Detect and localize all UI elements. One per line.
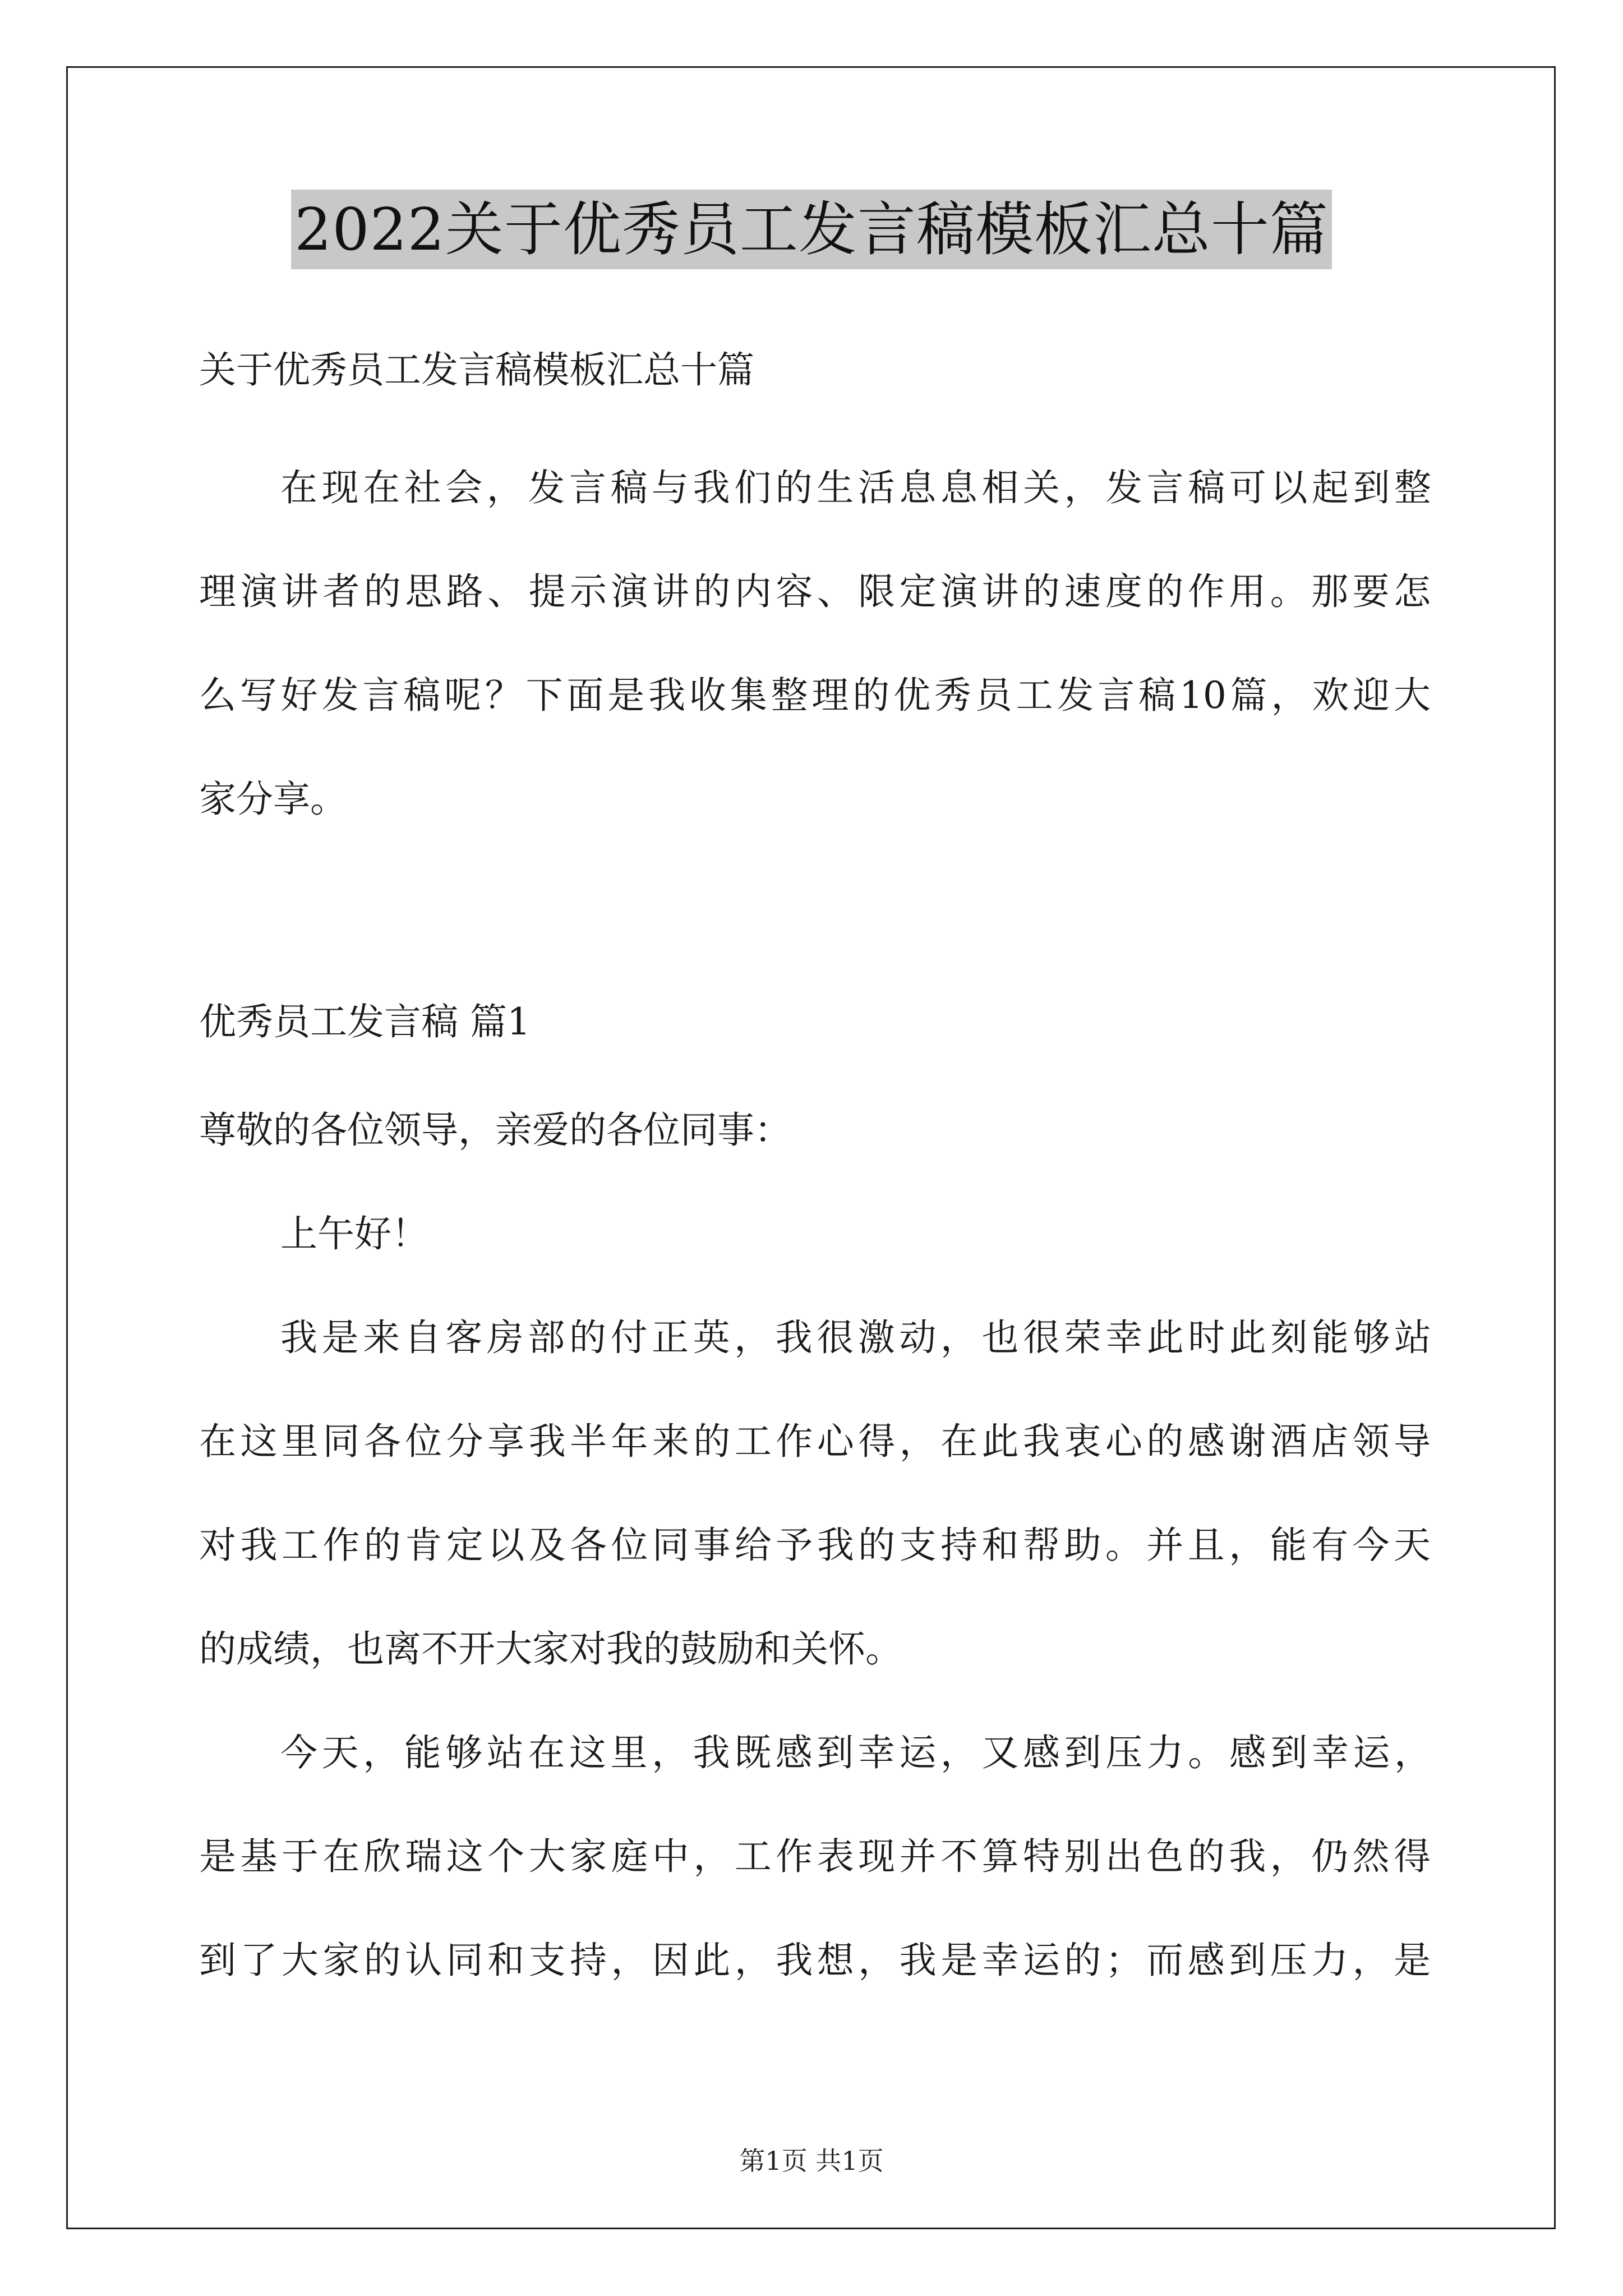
- paragraph-line: 今天，能够站在这里，我既感到幸运，又感到压力。感到幸运，: [280, 1731, 1431, 1774]
- paragraph-line: 的成绩，也离不开大家对我的鼓励和关怀。: [199, 1627, 902, 1671]
- salutation-line: 尊敬的各位领导，亲爱的各位同事：: [199, 1108, 791, 1152]
- paragraph-line: 在现在社会，发言稿与我们的生活息息相关，发言稿可以起到整: [280, 466, 1431, 509]
- subtitle-line: 关于优秀员工发言稿模板汇总十篇: [199, 348, 754, 392]
- paragraph-line: 到了大家的认同和支持，因此，我想，我是幸运的；而感到压力，是: [199, 1939, 1431, 1982]
- paragraph-line: 么写好发言稿呢？下面是我收集整理的优秀员工发言稿10篇，欢迎大: [199, 674, 1431, 717]
- paragraph-line: 在这里同各位分享我半年来的工作心得，在此我衷心的感谢酒店领导: [199, 1420, 1431, 1463]
- paragraph-line: 是基于在欣瑞这个大家庭中，工作表现并不算特别出色的我，仍然得: [199, 1835, 1431, 1878]
- greeting-line: 上午好！: [280, 1212, 428, 1255]
- paragraph-line: 我是来自客房部的付正英，我很激动，也很荣幸此时此刻能够站: [280, 1316, 1431, 1359]
- paragraph-line: 家分享。: [199, 777, 347, 821]
- paragraph-line: 对我工作的肯定以及各位同事给予我的支持和帮助。并且，能有今天: [199, 1524, 1431, 1567]
- page-footer: 第1页 共1页: [739, 2146, 884, 2176]
- section-heading: 优秀员工发言稿 篇1: [199, 1000, 531, 1043]
- paragraph-line: 理演讲者的思路、提示演讲的内容、限定演讲的速度的作用。那要怎: [199, 570, 1431, 613]
- title-container: [0, 190, 1623, 269]
- document-title: 2022关于优秀员工发言稿模板汇总十篇: [291, 190, 1332, 269]
